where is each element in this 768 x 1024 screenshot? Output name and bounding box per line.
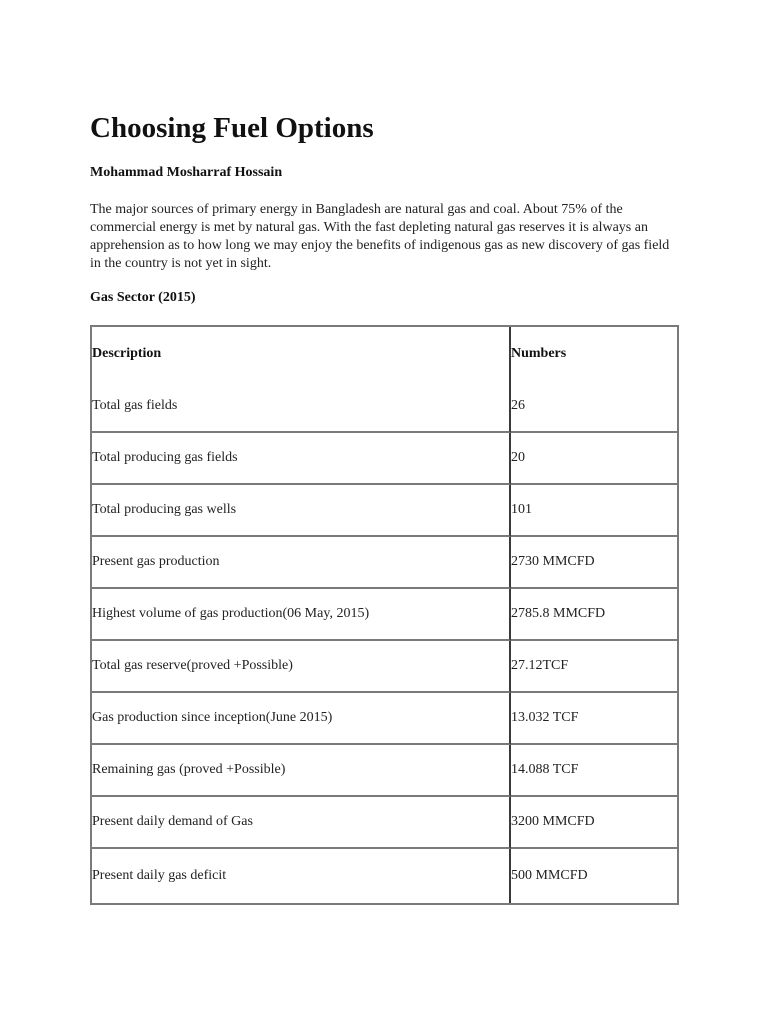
row-description: Remaining gas (proved +Possible): [92, 745, 511, 797]
row-description: Gas production since inception(June 2015): [92, 693, 511, 745]
header-numbers: Numbers: [511, 346, 567, 361]
gas-sector-table: [90, 325, 679, 905]
header-description: Description: [92, 327, 511, 381]
row-number: 20: [511, 433, 677, 485]
row-description: Highest volume of gas production(06 May, 2015): [92, 589, 511, 641]
row-number: 2785.8 MMCFD: [511, 589, 677, 641]
row-description: Present gas production: [92, 537, 511, 589]
table-row: [92, 485, 677, 537]
row-number: 500 MMCFD: [511, 868, 588, 883]
row-description: Total producing gas fields: [92, 433, 511, 485]
row-description: Total producing gas wells: [92, 485, 511, 537]
table-row: [92, 433, 677, 485]
table-row: [92, 641, 677, 693]
row-number: 2730 MMCFD: [511, 537, 677, 589]
gas-sector-heading: Gas Sector (2015): [90, 290, 196, 305]
article-author: Mohammad Mosharraf Hossain: [90, 165, 283, 180]
row-number: 3200 MMCFD: [511, 797, 677, 849]
row-description: Present daily demand of Gas: [92, 797, 511, 849]
row-number: 14.088 TCF: [511, 745, 677, 797]
row-number: 13.032 TCF: [511, 693, 677, 745]
article-title: Choosing Fuel Options: [90, 112, 374, 144]
table-row: [92, 537, 677, 589]
table-row: [92, 589, 677, 641]
row-description: Present daily gas deficit: [92, 849, 511, 903]
table-row: [92, 745, 677, 797]
row-description: Total gas reserve(proved +Possible): [92, 641, 511, 693]
table-row: [92, 381, 677, 433]
row-number: 26: [511, 381, 677, 433]
row-description: Total gas fields: [92, 381, 511, 433]
table-row: [92, 693, 677, 745]
table-row: [92, 797, 677, 849]
table-row: [92, 849, 677, 903]
table-header-row: [92, 327, 677, 381]
row-number: 101: [511, 485, 677, 537]
row-number: 27.12TCF: [511, 641, 677, 693]
intro-paragraph: The major sources of primary energy in Bangladesh are natural gas and coal. About 75% of the commercial energy is met by natural gas. With the fast depleting natural gas reserves it is always an apprehension as to how long we may enjoy the benefits of indigenous gas as new discovery of gas field in the country is not yet in sight.: [90, 202, 670, 271]
